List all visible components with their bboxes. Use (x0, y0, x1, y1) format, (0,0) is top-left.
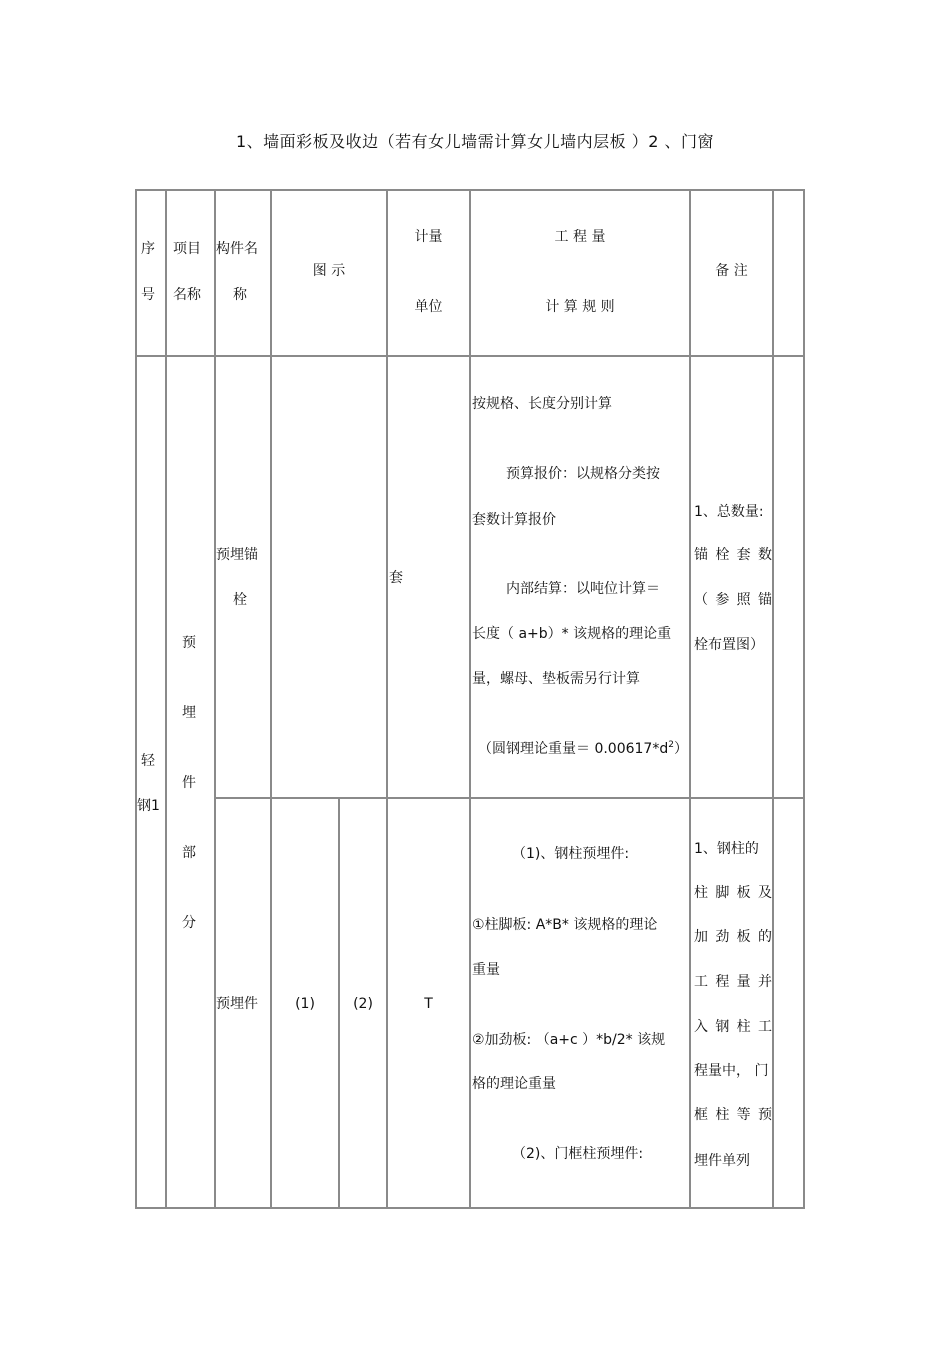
row1-rule-line: 内部结算：以吨位计算＝ (506, 581, 660, 597)
row2-diagram-2: (2) (353, 996, 373, 1012)
group-item-char: 部 (182, 845, 196, 861)
row2-note-line: 柱脚板及 (694, 885, 772, 901)
row1-component: 栓 (233, 592, 247, 608)
row1-rule-formula-text: （圆钢理论重量＝ 0.00617*d (478, 741, 669, 757)
row1-rule-line: 预算报价：以规格分类按 (506, 466, 660, 482)
col-divider (270, 189, 272, 1209)
row1-rule-line: 量，螺母、垫板需另行计算 (472, 671, 640, 687)
row1-note-line: （参照锚 (694, 592, 772, 608)
col-divider (214, 189, 216, 1209)
row1-note-line: 栓布置图） (694, 637, 764, 653)
group-item-char: 件 (182, 775, 196, 791)
header-item-name: 项目 (173, 241, 201, 257)
row1-rule-formula-close: ） (673, 741, 688, 757)
col-divider (469, 189, 471, 1209)
row2-rule-line: （1)、钢柱预埋件: (512, 846, 630, 862)
row-divider (135, 355, 805, 357)
row2-rule-line: （2)、门框柱预埋件: (512, 1146, 644, 1162)
group-item-char: 预 (182, 635, 196, 651)
row-divider (214, 797, 805, 799)
row1-note-line: 1、总数量: (694, 504, 764, 520)
header-seq: 序 (141, 241, 155, 257)
row2-note-line: 1、钢柱的 (694, 841, 759, 857)
row2-rule-line: ②加劲板: （a+c ）*b/2* 该规 (472, 1032, 666, 1048)
row1-rule-line: 长度（ a+b）* 该规格的理论重 (472, 626, 672, 642)
row2-note-line: 程量中， 门 (694, 1063, 769, 1079)
group-seq: 钢1 (137, 798, 160, 814)
col-divider (689, 189, 691, 1209)
row2-note-line: 框柱等预 (694, 1107, 772, 1123)
header-quantity: 工 程 量 (554, 229, 606, 245)
row1-rule-line: 套数计算报价 (472, 512, 556, 528)
col-divider (772, 189, 774, 1209)
row1-rule-exponent: 2 (668, 740, 674, 750)
col-divider (386, 189, 388, 1209)
header-diagram: 图 示 (312, 263, 346, 279)
row2-note-line: 加劲板的 (694, 929, 772, 945)
row2-rule-line: 格的理论重量 (472, 1076, 556, 1092)
row2-unit: T (424, 996, 433, 1012)
row1-component: 预埋锚 (216, 547, 258, 563)
header-unit: 单位 (414, 299, 443, 315)
col-divider (165, 189, 167, 1209)
row2-diagram-1: (1) (295, 996, 315, 1012)
header-remark: 备 注 (715, 263, 748, 279)
header-item-name: 名称 (173, 287, 201, 303)
row1-note-line: 锚栓套数 (694, 547, 772, 563)
header-seq: 号 (141, 287, 155, 303)
row2-rule-line: 重量 (472, 962, 500, 978)
row2-note-line: 埋件单列 (694, 1153, 750, 1169)
row1-unit: 套 (389, 570, 403, 586)
row2-component: 预埋件 (216, 996, 258, 1012)
page-title: 1、墙面彩板及收边（若有女儿墙需计算女儿墙内层板 ）2 、门窗 (235, 132, 715, 151)
row1-rule-line: 按规格、长度分别计算 (472, 396, 612, 412)
group-item-char: 埋 (182, 705, 196, 721)
group-item-char: 分 (182, 915, 196, 931)
row1-rule-formula (478, 741, 688, 756)
header-component-name: 称 (233, 287, 247, 303)
group-seq: 轻 (141, 753, 155, 769)
row2-note-line: 工程量并 (694, 974, 772, 990)
row2-rule-line: ①柱脚板: A*B* 该规格的理论 (472, 917, 658, 933)
header-unit: 计量 (414, 229, 443, 245)
header-calc-rule: 计 算 规 则 (545, 299, 615, 315)
header-component-name: 构件名 (216, 241, 258, 257)
row2-note-line: 入钢柱工 (694, 1019, 772, 1035)
